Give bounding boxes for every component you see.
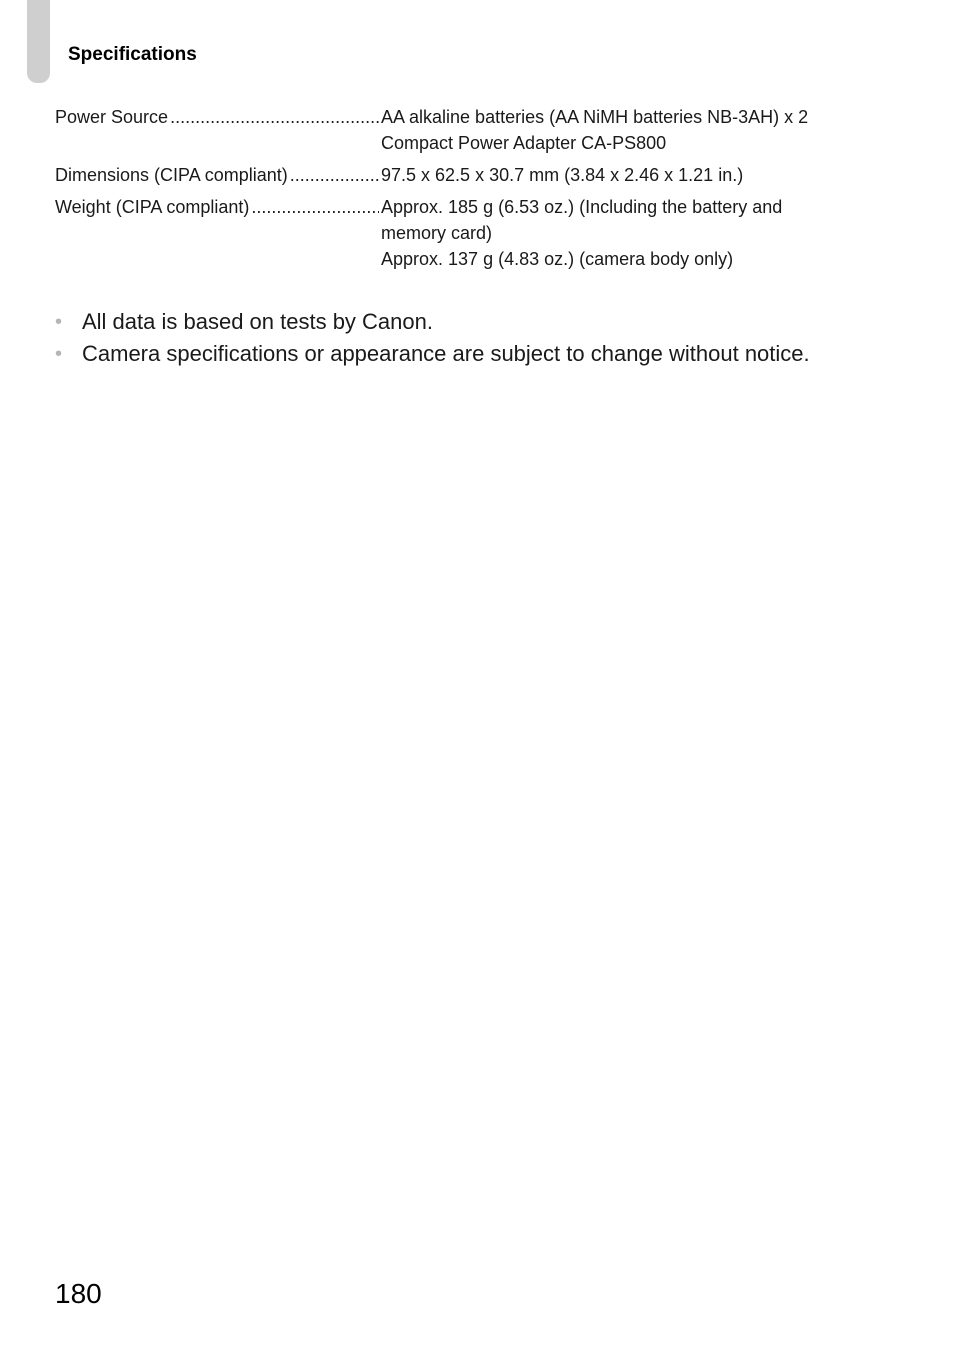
dot-leader <box>290 162 379 188</box>
dot-leader <box>170 104 379 130</box>
note-item <box>55 306 915 338</box>
spec-values <box>381 162 915 188</box>
spec-values <box>381 194 915 272</box>
spec-value-line: memory card) <box>381 223 493 243</box>
page-section-title: Specifications <box>68 44 197 65</box>
page-number: 180 <box>55 1278 102 1309</box>
note-item <box>55 338 915 370</box>
spec-row-dimensions <box>55 162 915 188</box>
spec-row-power-source <box>55 104 915 156</box>
spec-value-line: 97.5 x 62.5 x 30.7 mm (3.84 x 2.46 x 1.21 in.) <box>381 165 744 185</box>
dot-leader <box>251 194 379 220</box>
spec-key-label: Dimensions (CIPA compliant) <box>55 165 288 185</box>
bullet-icon: • <box>55 343 63 365</box>
spec-key-label: Power Source <box>55 107 169 127</box>
spec-key <box>55 104 381 156</box>
spec-row-weight <box>55 194 915 272</box>
spec-values <box>381 104 915 156</box>
note-text: Camera specifications or appearance are subject to change without notice. <box>82 341 810 366</box>
spec-key <box>55 162 381 188</box>
notes-list <box>55 306 915 370</box>
spec-value-line: Approx. 185 g (6.53 oz.) (Including the battery and <box>381 197 783 217</box>
spec-value-line: Compact Power Adapter CA-PS800 <box>381 133 667 153</box>
spec-key-label: Weight (CIPA compliant) <box>55 197 250 217</box>
spec-key <box>55 194 381 272</box>
chapter-side-tab <box>27 0 50 83</box>
spec-table <box>55 104 915 278</box>
spec-value-line: AA alkaline batteries (AA NiMH batteries NB-3AH) x 2 <box>381 107 809 127</box>
note-text: All data is based on tests by Canon. <box>82 309 433 334</box>
spec-value-line: Approx. 137 g (4.83 oz.) (camera body only) <box>381 249 734 269</box>
bullet-icon: • <box>55 311 63 333</box>
